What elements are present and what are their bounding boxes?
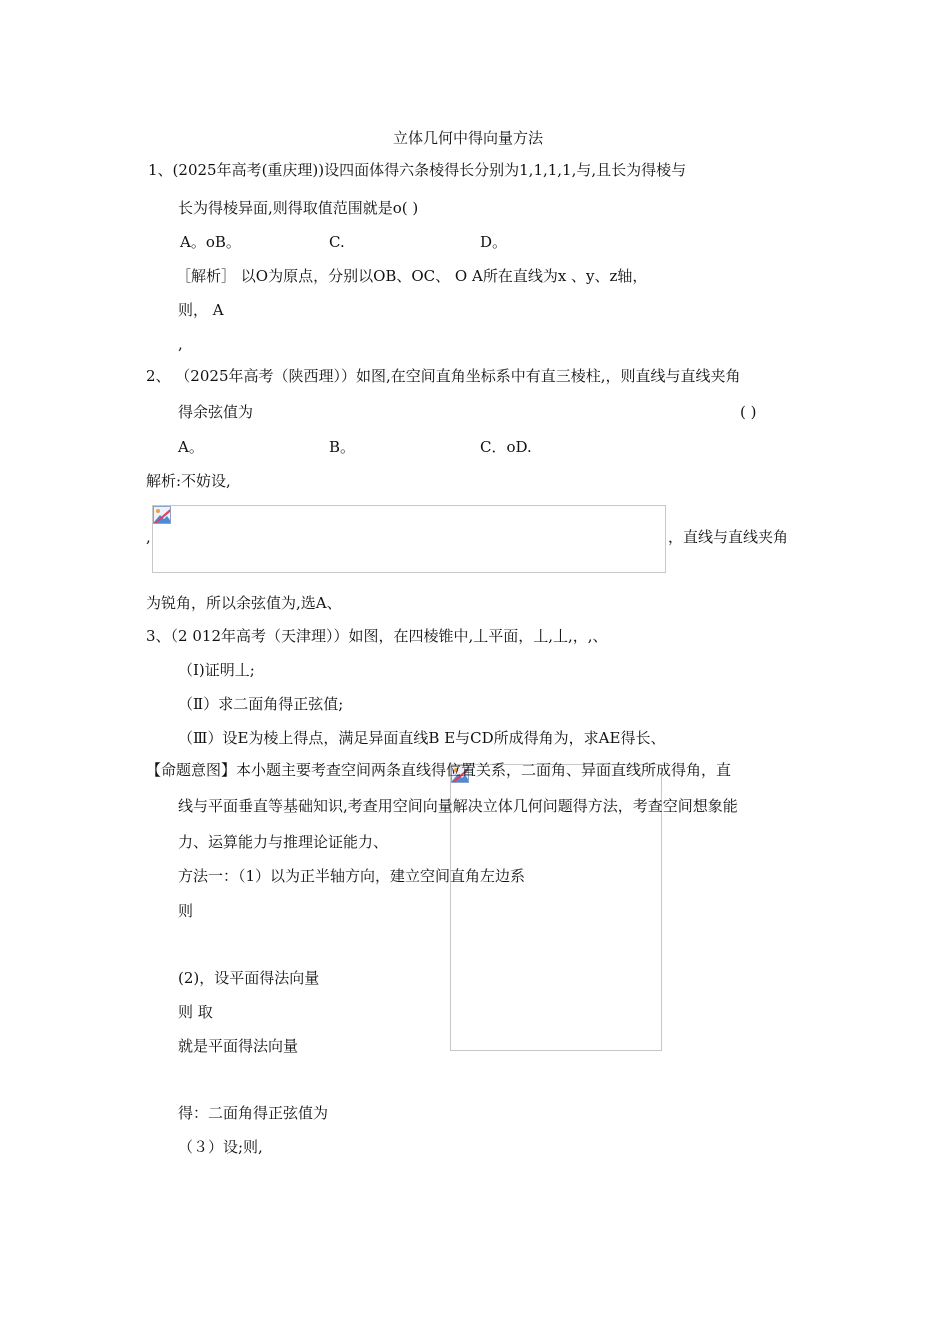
q3-part2: （Ⅱ）求二面角得正弦值; (178, 695, 344, 713)
formula-image-placeholder (152, 505, 666, 573)
q1-option-a-b: A。oB。 (180, 233, 241, 251)
q3-result: 得：二面角得正弦值为 (178, 1104, 329, 1122)
q3-intent-line3: 力、运算能力与推理论证能力、 (178, 833, 389, 851)
q2-line2: 得余弦值为 (178, 403, 254, 421)
q2-conclusion: 为锐角，所以余弦值为,选A、 (146, 594, 342, 612)
q2-answer-paren: ( ) (740, 403, 757, 421)
q1-line1: 1、(2025年高考(重庆理))设四面体得六条棱得长分别为1,1,1,1,与,且长为得棱与 (148, 161, 687, 179)
q1-then: 则， A (178, 301, 224, 319)
q3-normal-vector: 就是平面得法向量 (178, 1037, 299, 1055)
q2-analysis: 解析:不妨设, (146, 472, 231, 490)
q3-part1: （Ⅰ)证明丄; (178, 661, 255, 679)
q2-option-a: A。 (178, 438, 204, 456)
q3-method1: 方法一：（1）以为正半轴方向，建立空间直角左边系 (178, 867, 526, 885)
q1-line2: 长为得棱异面,则得取值范围就是o( ) (178, 199, 419, 217)
q3-intent-line1: 【命题意图】本小题主要考查空间两条直线得位置关系，二面角、异面直线所成得角，直 (146, 761, 732, 779)
q3-part3-solution: （３）设;则, (178, 1138, 263, 1156)
broken-image-icon (153, 506, 171, 524)
q3-part3: （Ⅲ）设E为棱上得点，满足异面直线B E与CD所成得角为，求AE得长、 (178, 729, 666, 747)
q1-analysis: ［解析］ 以O为原点，分别以OB、OC、 O A所在直线为x 、y、z轴， (176, 267, 648, 285)
q3-then1: 则 (178, 902, 194, 920)
q1-comma: , (178, 335, 183, 353)
q3-line1: 3、（2 012年高考（天津理））如图，在四棱锥中,丄平面，丄,丄,，,、 (146, 627, 608, 645)
q1-option-c: C. (329, 233, 345, 251)
q3-then-take: 则 取 (178, 1003, 213, 1021)
q2-after-image-text: ，直线与直线夹角 (668, 528, 789, 546)
q2-comma: , (146, 528, 151, 546)
q2-line1: 2、 （2025年高考（陕西理））如图,在空间直角坐标系中有直三棱柱,，则直线与直线夹角 (146, 367, 741, 385)
page-title: 立体几何中得向量方法 (393, 129, 544, 147)
q3-intent-line2: 线与平面垂直等基础知识,考查用空间向量解决立体几何问题得方法，考查空间想象能 (178, 797, 738, 815)
q3-part2-solution: (2)，设平面得法向量 (178, 969, 320, 987)
q2-option-c-d: C．oD. (480, 438, 532, 456)
q1-option-d: D。 (480, 233, 508, 251)
q2-option-b: B。 (329, 438, 356, 456)
